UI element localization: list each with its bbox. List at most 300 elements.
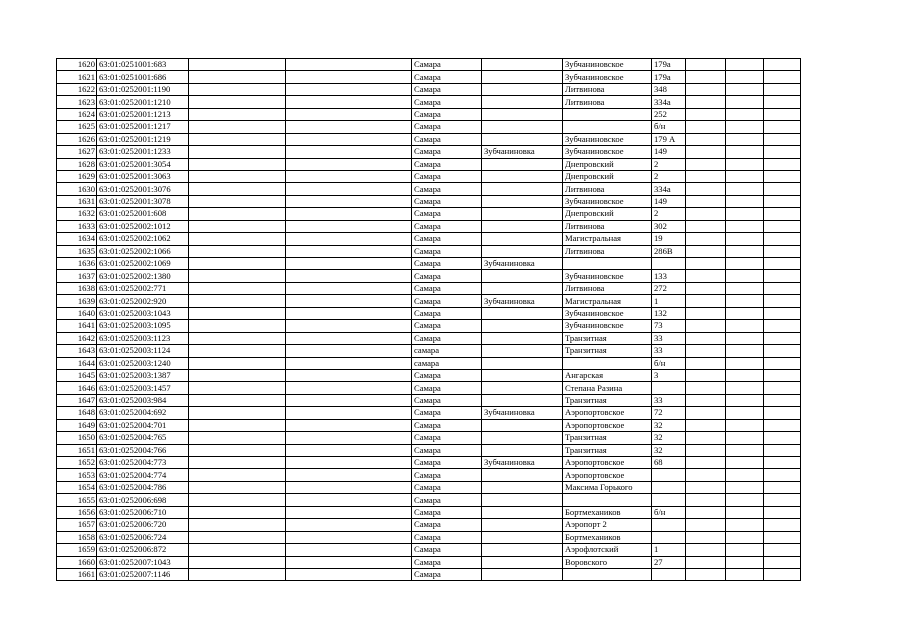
table-cell <box>286 220 412 232</box>
table-cell <box>286 519 412 531</box>
table-cell <box>764 83 801 95</box>
table-row <box>57 121 801 133</box>
table-cell <box>764 59 801 71</box>
table-cell <box>482 195 563 207</box>
table-cell <box>686 382 726 394</box>
table-cell: 68 <box>652 457 686 469</box>
table-cell: 33 <box>652 332 686 344</box>
table-cell: 63:01:0252004:786 <box>97 481 189 493</box>
table-cell: 334а <box>652 183 686 195</box>
table-cell: 63:01:0251001:683 <box>97 59 189 71</box>
table-cell: Самара <box>412 469 482 481</box>
table-cell <box>726 320 764 332</box>
table-cell: 1622 <box>57 83 97 95</box>
table-cell: б/н <box>652 357 686 369</box>
table-cell <box>764 568 801 580</box>
table-cell <box>686 158 726 170</box>
table-cell <box>726 71 764 83</box>
table-cell <box>764 208 801 220</box>
table-cell: 1645 <box>57 369 97 381</box>
table-cell: Ангарская <box>563 369 652 381</box>
table-cell <box>764 457 801 469</box>
table-cell <box>482 556 563 568</box>
table-cell: 1654 <box>57 481 97 493</box>
table-cell: Самара <box>412 307 482 319</box>
table-cell: 272 <box>652 282 686 294</box>
table-row <box>57 519 801 531</box>
table-cell <box>764 258 801 270</box>
table-cell: 1639 <box>57 295 97 307</box>
table-cell <box>686 531 726 543</box>
table-cell: Самара <box>412 158 482 170</box>
table-cell: 63:01:0252001:1219 <box>97 133 189 145</box>
table-cell: 63:01:0252001:3076 <box>97 183 189 195</box>
table-cell: Самара <box>412 320 482 332</box>
table-row <box>57 432 801 444</box>
table-cell <box>726 369 764 381</box>
table-row <box>57 220 801 232</box>
table-cell <box>686 332 726 344</box>
table-cell <box>764 357 801 369</box>
table-row <box>57 282 801 294</box>
table-cell: Самара <box>412 83 482 95</box>
table-cell <box>726 469 764 481</box>
table-cell: Бортмехаников <box>563 506 652 518</box>
table-cell <box>764 245 801 257</box>
table-cell <box>686 307 726 319</box>
table-cell <box>686 568 726 580</box>
table-cell <box>686 506 726 518</box>
table-cell: Самара <box>412 506 482 518</box>
table-cell <box>286 282 412 294</box>
table-cell: 63:01:0252003:1240 <box>97 357 189 369</box>
table-cell: Зубчаниновка <box>482 295 563 307</box>
table-row <box>57 59 801 71</box>
table-cell: 1646 <box>57 382 97 394</box>
table-cell: 63:01:0252001:1217 <box>97 121 189 133</box>
table-cell: Самара <box>412 282 482 294</box>
table-cell <box>726 519 764 531</box>
table-cell <box>286 469 412 481</box>
table-cell: Зубчаниновское <box>563 133 652 145</box>
table-row <box>57 481 801 493</box>
table-cell: 302 <box>652 220 686 232</box>
table-row <box>57 382 801 394</box>
table-cell: Зубчаниновка <box>482 407 563 419</box>
table-cell <box>726 270 764 282</box>
table-cell <box>286 183 412 195</box>
table-cell <box>764 544 801 556</box>
table-cell <box>652 258 686 270</box>
table-cell: 19 <box>652 233 686 245</box>
table-cell <box>482 83 563 95</box>
table-cell: Самара <box>412 71 482 83</box>
table-cell: 63:01:0252004:773 <box>97 457 189 469</box>
table-cell: Зубчаниновка <box>482 146 563 158</box>
table-cell <box>686 519 726 531</box>
table-cell <box>286 295 412 307</box>
table-row <box>57 494 801 506</box>
table-cell <box>189 295 286 307</box>
table-cell <box>726 432 764 444</box>
table-cell: 1637 <box>57 270 97 282</box>
table-cell <box>686 444 726 456</box>
table-cell: 63:01:0252004:701 <box>97 419 189 431</box>
table-cell <box>726 195 764 207</box>
table-cell: 1 <box>652 295 686 307</box>
table-cell: 63:01:0252006:720 <box>97 519 189 531</box>
table-row <box>57 544 801 556</box>
table-cell <box>286 83 412 95</box>
table-cell <box>686 71 726 83</box>
table-cell: 63:01:0252003:1095 <box>97 320 189 332</box>
table-row <box>57 369 801 381</box>
table-cell <box>764 71 801 83</box>
table-cell: 73 <box>652 320 686 332</box>
table-cell: 179а <box>652 59 686 71</box>
table-cell <box>189 432 286 444</box>
table-cell <box>482 432 563 444</box>
table-cell <box>189 494 286 506</box>
table-cell <box>286 394 412 406</box>
table-cell: 149 <box>652 195 686 207</box>
table-cell: 63:01:0252003:1387 <box>97 369 189 381</box>
table-cell <box>764 320 801 332</box>
table-cell <box>286 320 412 332</box>
table-cell <box>764 332 801 344</box>
table-cell <box>482 419 563 431</box>
table-cell: 63:01:0252002:1380 <box>97 270 189 282</box>
table-cell <box>286 457 412 469</box>
table-cell <box>482 183 563 195</box>
table-cell: 1635 <box>57 245 97 257</box>
table-cell <box>286 96 412 108</box>
table-row <box>57 83 801 95</box>
table-cell: 1627 <box>57 146 97 158</box>
table-cell <box>686 83 726 95</box>
table-cell <box>726 108 764 120</box>
table-cell: Бортмехаников <box>563 531 652 543</box>
table-cell: Транзитная <box>563 432 652 444</box>
table-cell <box>482 369 563 381</box>
table-cell: Самара <box>412 407 482 419</box>
table-cell <box>189 133 286 145</box>
table-cell: 63:01:0251001:686 <box>97 71 189 83</box>
table-cell <box>189 481 286 493</box>
table-cell <box>286 258 412 270</box>
table-cell: 1650 <box>57 432 97 444</box>
table-cell <box>189 394 286 406</box>
table-cell <box>686 270 726 282</box>
table-cell <box>189 369 286 381</box>
table-cell: Самара <box>412 195 482 207</box>
table-cell: 348 <box>652 83 686 95</box>
table-cell <box>726 83 764 95</box>
table-cell: 63:01:0252002:1069 <box>97 258 189 270</box>
table-cell: Аэропортовское <box>563 457 652 469</box>
table-cell <box>286 419 412 431</box>
table-cell <box>286 233 412 245</box>
table-cell <box>686 121 726 133</box>
table-cell: 1657 <box>57 519 97 531</box>
table-cell <box>286 146 412 158</box>
table-cell <box>726 133 764 145</box>
table-cell <box>726 544 764 556</box>
table-cell: 63:01:0252004:774 <box>97 469 189 481</box>
table-cell: Зубчаниновское <box>563 195 652 207</box>
table-cell: 1626 <box>57 133 97 145</box>
table-cell <box>686 108 726 120</box>
table-cell <box>652 494 686 506</box>
table-cell: Самара <box>412 96 482 108</box>
table-cell <box>482 133 563 145</box>
table-cell <box>482 233 563 245</box>
table-cell <box>482 96 563 108</box>
table-cell: Самара <box>412 544 482 556</box>
table-cell <box>189 469 286 481</box>
table-cell <box>726 121 764 133</box>
table-cell: Литвинова <box>563 96 652 108</box>
table-cell <box>686 394 726 406</box>
table-cell <box>286 369 412 381</box>
table-row <box>57 195 801 207</box>
table-cell <box>764 158 801 170</box>
table-cell <box>726 407 764 419</box>
table-cell <box>482 544 563 556</box>
table-cell <box>482 506 563 518</box>
table-cell: 33 <box>652 345 686 357</box>
table-cell <box>686 170 726 182</box>
table-cell <box>189 332 286 344</box>
table-cell <box>189 96 286 108</box>
table-cell <box>189 71 286 83</box>
table-cell: Днепровский <box>563 208 652 220</box>
table-cell <box>286 332 412 344</box>
table-cell: 63:01:0252004:765 <box>97 432 189 444</box>
table-cell <box>189 220 286 232</box>
table-cell: Самара <box>412 332 482 344</box>
table-row <box>57 233 801 245</box>
table-cell: 1655 <box>57 494 97 506</box>
table-cell: Самара <box>412 270 482 282</box>
table-cell <box>764 108 801 120</box>
table-cell: 1661 <box>57 568 97 580</box>
table-cell: 63:01:0252006:698 <box>97 494 189 506</box>
table-cell <box>189 121 286 133</box>
table-cell <box>189 146 286 158</box>
table-cell: 63:01:0252007:1146 <box>97 568 189 580</box>
table-row <box>57 407 801 419</box>
table-cell <box>764 295 801 307</box>
table-cell <box>482 245 563 257</box>
table-cell <box>686 96 726 108</box>
table-cell <box>764 369 801 381</box>
table-cell <box>286 270 412 282</box>
table-cell <box>563 121 652 133</box>
table-cell: 32 <box>652 444 686 456</box>
table-cell <box>286 208 412 220</box>
table-cell <box>686 59 726 71</box>
table-cell <box>482 494 563 506</box>
table-cell <box>286 170 412 182</box>
table-cell: 63:01:0252006:724 <box>97 531 189 543</box>
table-cell: 27 <box>652 556 686 568</box>
table-cell: 1634 <box>57 233 97 245</box>
table-cell <box>764 506 801 518</box>
table-cell: 133 <box>652 270 686 282</box>
table-cell <box>726 96 764 108</box>
table-cell <box>189 506 286 518</box>
table-cell: Самара <box>412 494 482 506</box>
table-cell <box>286 195 412 207</box>
table-cell <box>482 307 563 319</box>
table-cell: Зубчаниновка <box>482 457 563 469</box>
table-cell <box>286 506 412 518</box>
table-cell: Самара <box>412 258 482 270</box>
table-row <box>57 357 801 369</box>
table-cell <box>726 258 764 270</box>
table-cell <box>764 270 801 282</box>
table-cell <box>286 245 412 257</box>
table-cell <box>726 531 764 543</box>
table-cell <box>482 394 563 406</box>
table-cell <box>189 444 286 456</box>
table-cell <box>686 245 726 257</box>
table-cell <box>286 345 412 357</box>
table-row <box>57 394 801 406</box>
table-cell <box>286 494 412 506</box>
table-row <box>57 469 801 481</box>
table-cell <box>764 282 801 294</box>
table-cell <box>482 444 563 456</box>
table-cell: 1638 <box>57 282 97 294</box>
table-cell <box>726 146 764 158</box>
table-row <box>57 270 801 282</box>
table-cell: Аэропортовское <box>563 419 652 431</box>
table-cell: 179 А <box>652 133 686 145</box>
table-cell <box>726 357 764 369</box>
table-cell: Аэропорт 2 <box>563 519 652 531</box>
data-table <box>56 58 801 581</box>
table-cell <box>189 233 286 245</box>
table-cell <box>686 258 726 270</box>
table-cell <box>764 394 801 406</box>
table-cell <box>189 519 286 531</box>
table-cell: 63:01:0252003:1043 <box>97 307 189 319</box>
table-cell <box>482 568 563 580</box>
table-cell: 63:01:0252001:1210 <box>97 96 189 108</box>
table-cell <box>189 531 286 543</box>
table-cell: Зубчаниновка <box>482 258 563 270</box>
table-cell <box>286 382 412 394</box>
table-cell: 3 <box>652 369 686 381</box>
table-cell <box>726 494 764 506</box>
table-cell <box>726 568 764 580</box>
table-cell <box>686 556 726 568</box>
table-cell <box>726 59 764 71</box>
table-cell <box>764 519 801 531</box>
table-cell: 63:01:0252007:1043 <box>97 556 189 568</box>
table-cell: Самара <box>412 233 482 245</box>
table-cell <box>286 133 412 145</box>
table-cell <box>686 457 726 469</box>
table-cell <box>726 481 764 493</box>
table-cell: 1628 <box>57 158 97 170</box>
table-cell <box>189 407 286 419</box>
table-cell <box>726 245 764 257</box>
table-row <box>57 71 801 83</box>
table-cell: 1624 <box>57 108 97 120</box>
table-cell <box>686 494 726 506</box>
table-cell: Самара <box>412 183 482 195</box>
table-cell <box>286 444 412 456</box>
table-cell <box>563 108 652 120</box>
table-cell <box>189 382 286 394</box>
table-row <box>57 183 801 195</box>
table-cell <box>686 544 726 556</box>
table-cell <box>726 382 764 394</box>
table-cell <box>563 357 652 369</box>
table-row <box>57 96 801 108</box>
table-cell: Зубчаниновское <box>563 71 652 83</box>
table-cell: Самара <box>412 170 482 182</box>
table-cell: Самара <box>412 245 482 257</box>
table-cell <box>726 158 764 170</box>
table-cell: 1653 <box>57 469 97 481</box>
table-cell: Самара <box>412 432 482 444</box>
table-cell: Самара <box>412 220 482 232</box>
table-row <box>57 133 801 145</box>
table-cell <box>764 220 801 232</box>
table-cell: 63:01:0252003:1124 <box>97 345 189 357</box>
table-cell <box>726 183 764 195</box>
table-row <box>57 568 801 580</box>
table-cell: 1630 <box>57 183 97 195</box>
table-cell <box>189 556 286 568</box>
table-cell <box>286 432 412 444</box>
table-cell: 72 <box>652 407 686 419</box>
table-cell <box>726 170 764 182</box>
table-cell <box>764 556 801 568</box>
table-cell <box>482 121 563 133</box>
table-cell: 63:01:0252003:1123 <box>97 332 189 344</box>
table-cell <box>482 345 563 357</box>
table-cell <box>286 568 412 580</box>
table-cell <box>686 432 726 444</box>
table-cell <box>482 108 563 120</box>
table-cell <box>686 183 726 195</box>
table-cell <box>189 419 286 431</box>
table-cell <box>482 481 563 493</box>
table-cell <box>189 457 286 469</box>
table-cell: Самара <box>412 457 482 469</box>
table-cell <box>686 419 726 431</box>
table-cell: 32 <box>652 419 686 431</box>
table-cell <box>482 158 563 170</box>
table-cell <box>286 531 412 543</box>
table-row <box>57 108 801 120</box>
table-cell: 1649 <box>57 419 97 431</box>
table-cell <box>726 457 764 469</box>
table-cell <box>764 170 801 182</box>
table-cell <box>726 419 764 431</box>
table-cell <box>189 282 286 294</box>
table-cell <box>652 382 686 394</box>
table-cell <box>652 481 686 493</box>
table-cell <box>563 568 652 580</box>
table-cell <box>482 531 563 543</box>
table-cell <box>726 220 764 232</box>
